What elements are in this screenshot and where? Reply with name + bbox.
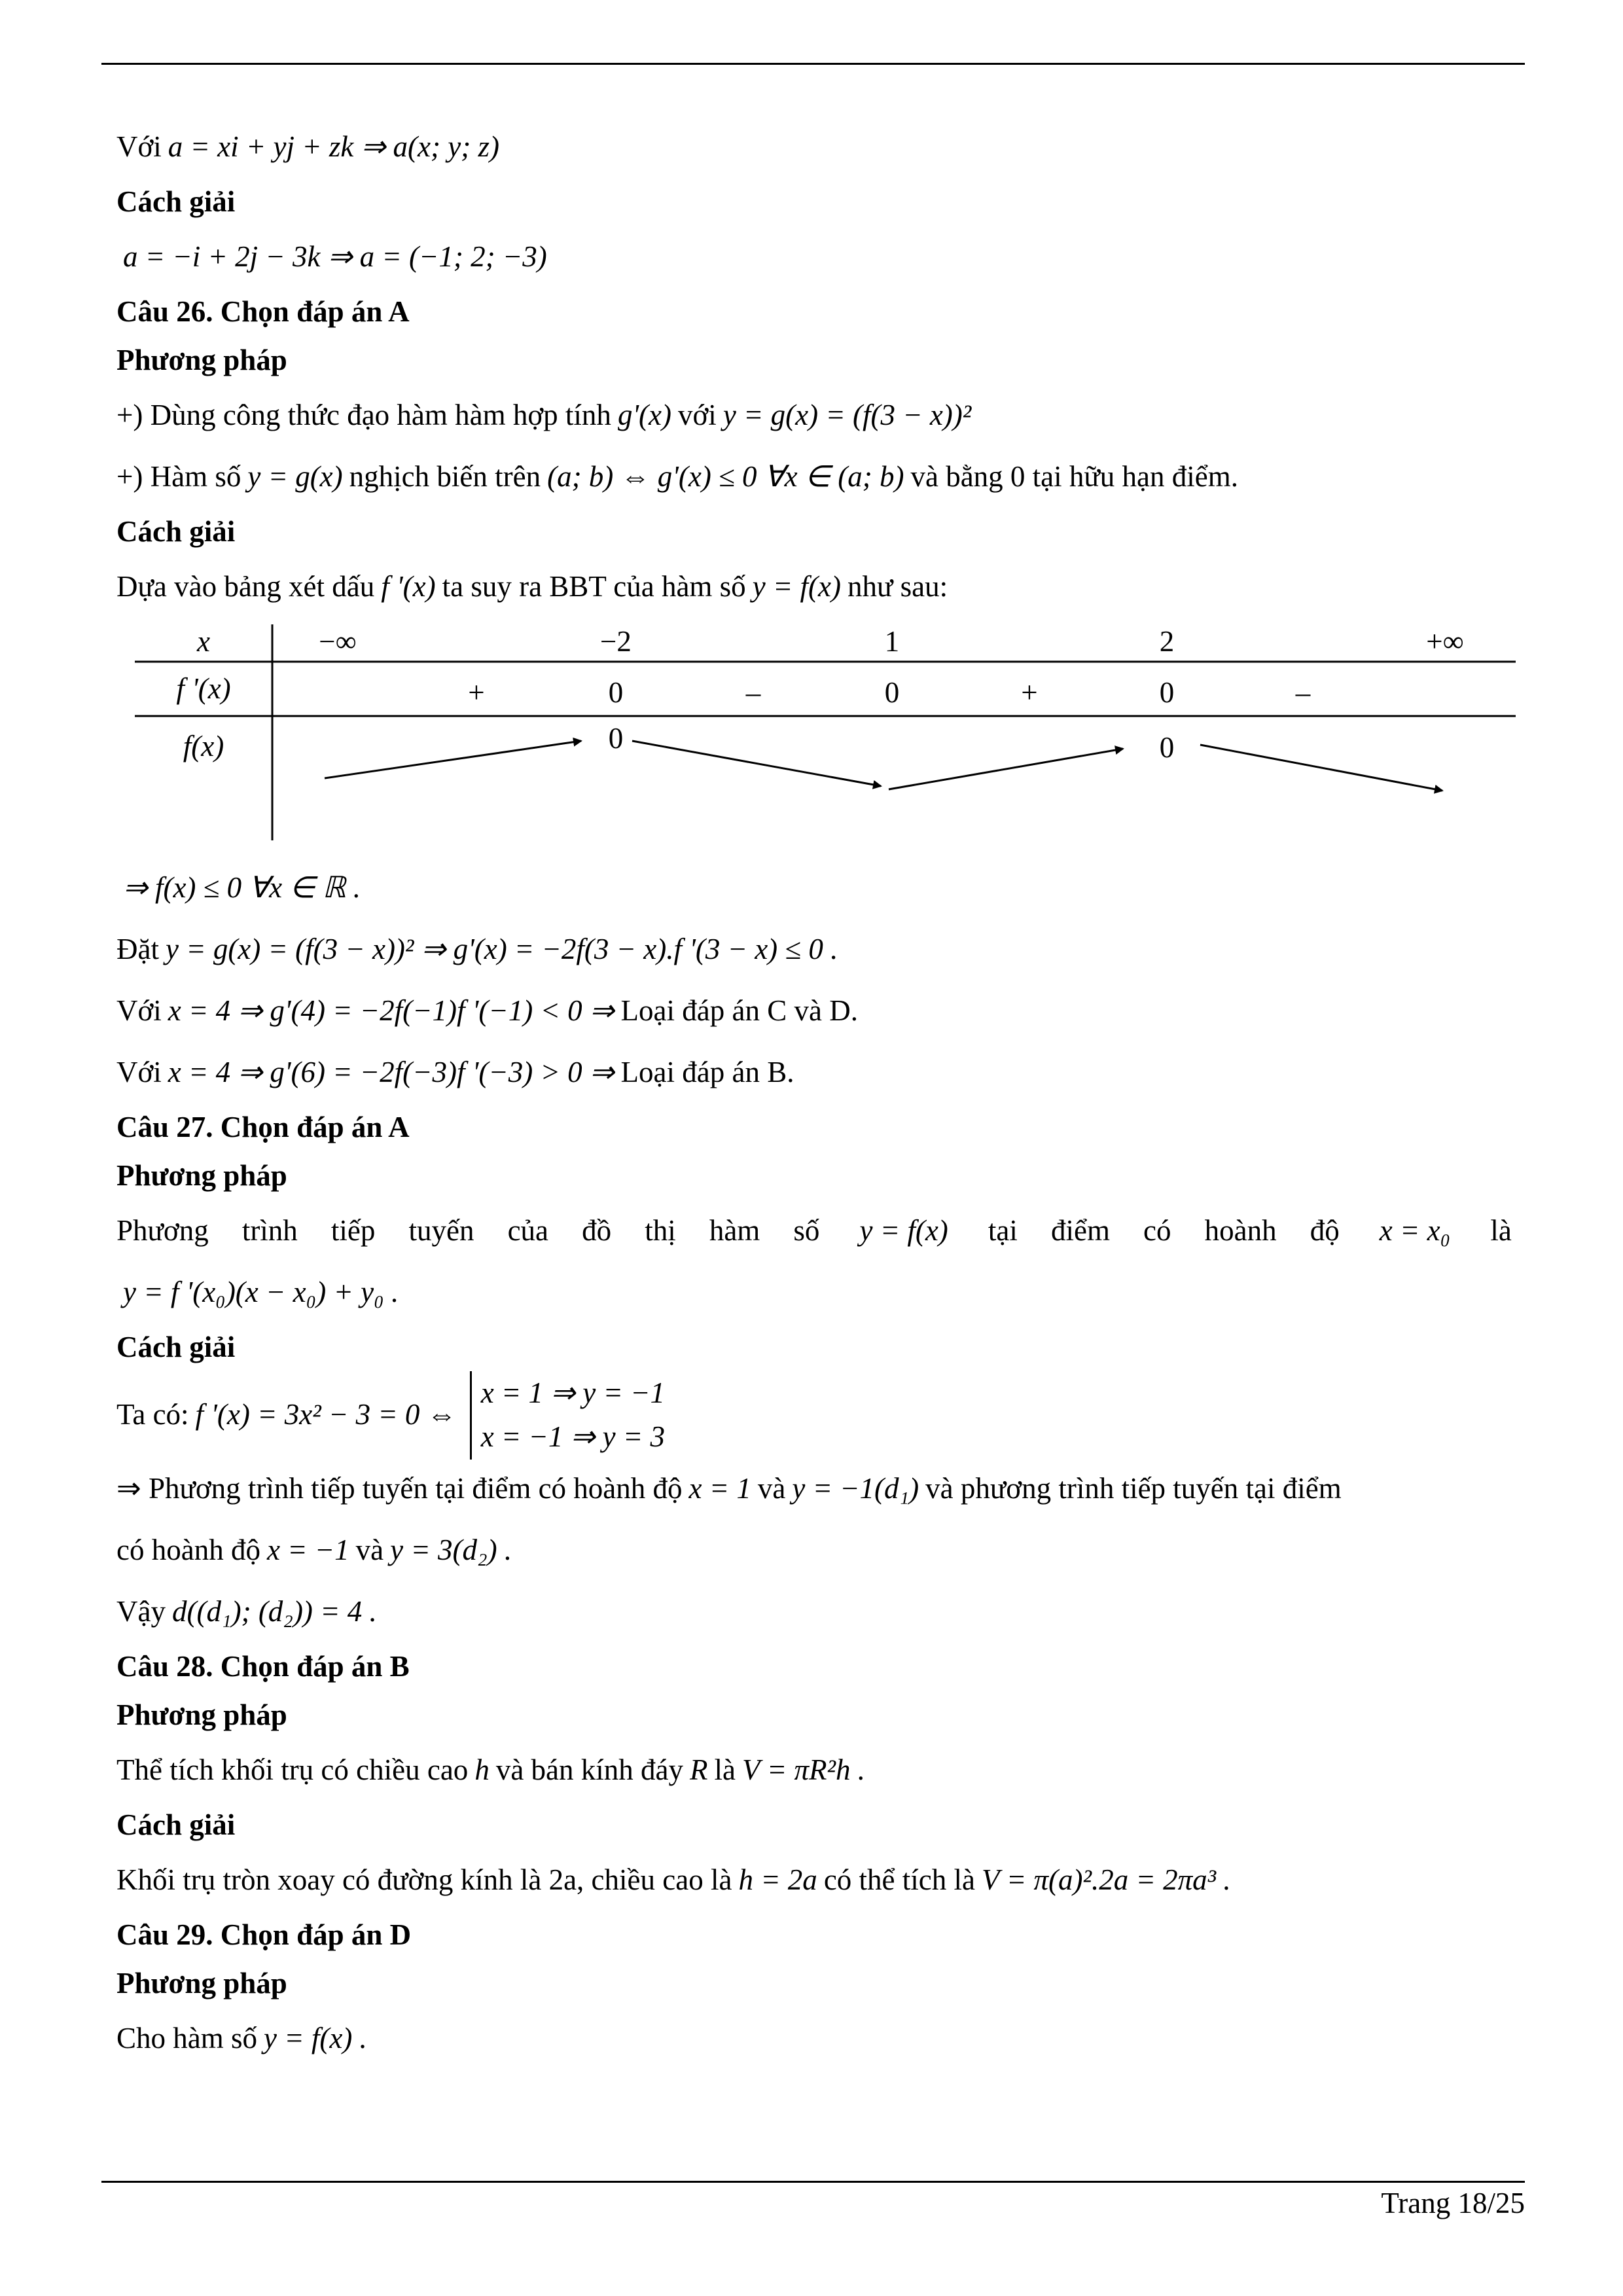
text: Loại đáp án B. bbox=[620, 1056, 794, 1089]
sign-plus-1: + bbox=[468, 676, 485, 709]
q27-heading: Câu 27. Chọn đáp án A bbox=[116, 1111, 410, 1144]
q25-cach-giai-heading: Cách giải bbox=[116, 185, 236, 219]
formula-g-prime-6: x = 4 ⇒ g'(6) = −2f(−3)f '(−3) > 0 ⇒ bbox=[168, 1056, 615, 1089]
variation-table bbox=[135, 624, 1516, 840]
word-12: có bbox=[1143, 1214, 1171, 1247]
q25-formula-line bbox=[116, 226, 1512, 288]
arrow-increasing-2 bbox=[889, 749, 1123, 789]
case-1: x = 1 ⇒ y = −1 bbox=[480, 1376, 665, 1409]
word-14: độ bbox=[1310, 1214, 1340, 1247]
solution-content bbox=[116, 117, 1512, 2070]
x-value-pos-infinity: +∞ bbox=[1426, 625, 1464, 658]
text-lead: Với bbox=[116, 130, 162, 164]
text: với bbox=[678, 399, 717, 432]
formula-y-f: y = f(x) bbox=[752, 570, 841, 603]
text: Đặt bbox=[116, 933, 159, 966]
formula-vector-a: a = −i + 2j − 3k ⇒ a = (−1; 2; −3) bbox=[123, 240, 547, 274]
f-value-max-1: 0 bbox=[608, 722, 624, 755]
q27-solution-line-1 bbox=[116, 1372, 1512, 1458]
word-13: hoành bbox=[1204, 1214, 1277, 1247]
q29-phuong-phap-heading: Phương pháp bbox=[116, 1967, 287, 2000]
q27-phuong-phap-heading: Phương pháp bbox=[116, 1159, 287, 1193]
q27-cach-giai-heading: Cách giải bbox=[116, 1331, 236, 1364]
q26-result-line-4 bbox=[116, 1042, 1512, 1103]
text: ⇒ Phương trình tiếp tuyến tại điểm có hoành độ bbox=[116, 1472, 683, 1505]
text: có thể tích là bbox=[823, 1863, 975, 1897]
text: và bằng 0 tại hữu hạn điểm. bbox=[910, 460, 1238, 493]
table-label-f-prime: f '(x) bbox=[176, 672, 231, 705]
word-0: Phương bbox=[116, 1214, 209, 1247]
word-5: đồ bbox=[582, 1214, 612, 1247]
text: là bbox=[714, 1753, 736, 1787]
text: và bbox=[757, 1472, 786, 1505]
text: và bán kính đáy bbox=[495, 1753, 683, 1787]
formula-tangent-line: y = f '(x₀)(x − x₀) + y₀ . bbox=[123, 1276, 399, 1309]
q28-solution-line bbox=[116, 1850, 1512, 1911]
formula-volume-result: V = π(a)².2a = 2πa³ . bbox=[981, 1863, 1231, 1897]
arrow-decreasing-1 bbox=[632, 741, 881, 786]
table-label-f: f(x) bbox=[183, 730, 224, 762]
text: Với bbox=[116, 1056, 162, 1089]
q27-solution-line-3 bbox=[116, 1520, 1512, 1581]
formula-d2: y = 3(d₂) . bbox=[390, 1534, 512, 1567]
word-1: trình bbox=[241, 1214, 298, 1247]
text: như sau: bbox=[847, 570, 948, 603]
word-7: hàm bbox=[709, 1214, 760, 1247]
x-value-2: 2 bbox=[1159, 625, 1175, 658]
q26-phuong-phap-heading: Phương pháp bbox=[116, 344, 287, 377]
text: Với bbox=[116, 994, 162, 1028]
formula-f-prime-zero: f '(x) = 3x² − 3 = 0 ⇔ bbox=[195, 1398, 457, 1431]
word-15: x = x₀ bbox=[1379, 1214, 1451, 1247]
sign-minus-1: – bbox=[745, 676, 761, 709]
vector-definition-line bbox=[116, 117, 1512, 178]
formula-d1: y = −1(d₁) bbox=[792, 1472, 919, 1505]
q27-method-line-1 bbox=[116, 1200, 1512, 1262]
system-of-cases bbox=[470, 1371, 665, 1460]
formula-decreasing-condition: (a; b) ⇔ g'(x) ≤ 0 ∀x ∈ (a; b) bbox=[547, 460, 904, 493]
table-label-x: x bbox=[197, 625, 210, 658]
text: Loại đáp án C và D. bbox=[620, 994, 858, 1028]
formula-y-g: y = g(x) bbox=[247, 460, 343, 493]
q27-solution-line-4 bbox=[116, 1581, 1512, 1643]
formula-x-neg-1: x = −1 bbox=[266, 1534, 349, 1567]
q27-solution-line-2 bbox=[116, 1458, 1512, 1520]
text: có hoành độ bbox=[116, 1534, 260, 1567]
formula-f-nonpositive: ⇒ f(x) ≤ 0 ∀x ∈ ℝ . bbox=[123, 871, 361, 905]
footer-rule bbox=[101, 2181, 1525, 2183]
x-value-1: 1 bbox=[884, 625, 900, 658]
text: và bbox=[355, 1534, 384, 1567]
x-value-neg-infinity: −∞ bbox=[319, 625, 357, 658]
word-2: tiếp bbox=[330, 1214, 376, 1247]
q27-method-line-2 bbox=[116, 1262, 1512, 1323]
f-value-max-2: 0 bbox=[1159, 731, 1175, 764]
word-3: tuyến bbox=[408, 1214, 474, 1247]
word-6: thị bbox=[645, 1214, 676, 1247]
text: Ta có: bbox=[116, 1398, 189, 1431]
formula-g-definition: y = g(x) = (f(3 − x))² bbox=[722, 399, 972, 432]
page-number: Trang 18/25 bbox=[1381, 2187, 1525, 2219]
q26-result-line-1 bbox=[116, 857, 1512, 919]
text: +) Hàm số bbox=[116, 460, 241, 493]
formula-g-prime: g'(x) bbox=[617, 399, 672, 432]
word-11: điểm bbox=[1050, 1214, 1110, 1247]
formula-f-prime: f '(x) bbox=[381, 570, 436, 603]
q28-cach-giai-heading: Cách giải bbox=[116, 1808, 236, 1842]
sign-zero-2: 0 bbox=[884, 676, 900, 709]
arrow-increasing-1 bbox=[325, 741, 581, 778]
q26-result-line-3 bbox=[116, 980, 1512, 1042]
symbol-r: R bbox=[689, 1753, 708, 1787]
arrow-decreasing-2 bbox=[1200, 745, 1442, 791]
formula-distance: d((d₁); (d₂)) = 4 . bbox=[171, 1595, 377, 1628]
formula-cylinder-volume: V = πR²h . bbox=[741, 1753, 866, 1787]
word-9: y = f(x) bbox=[859, 1214, 948, 1247]
sign-minus-2: – bbox=[1295, 676, 1311, 709]
text: Cho hàm số bbox=[116, 2022, 258, 2055]
word-16: là bbox=[1490, 1214, 1512, 1247]
formula-x-1: x = 1 bbox=[688, 1472, 751, 1505]
q26-cach-giai-heading: Cách giải bbox=[116, 515, 236, 548]
q26-solution-line-1 bbox=[116, 556, 1512, 618]
q26-method-line-1 bbox=[116, 385, 1512, 446]
word-8: số bbox=[793, 1214, 820, 1247]
word-10: tại bbox=[988, 1214, 1018, 1247]
case-2: x = −1 ⇒ y = 3 bbox=[480, 1420, 665, 1453]
q29-heading: Câu 29. Chọn đáp án D bbox=[116, 1918, 412, 1952]
symbol-h: h bbox=[474, 1753, 490, 1787]
q26-method-line-2 bbox=[116, 446, 1512, 508]
text: và phương trình tiếp tuyến tại điểm bbox=[925, 1472, 1342, 1505]
q29-method-line bbox=[116, 2008, 1512, 2070]
text: Dựa vào bảng xét dấu bbox=[116, 570, 375, 603]
text: nghịch biến trên bbox=[349, 460, 541, 493]
sign-zero-3: 0 bbox=[1159, 676, 1175, 709]
formula-g-derivative: y = g(x) = (f(3 − x))² ⇒ g'(x) = −2f(3 − x).f '(3 − x) ≤ 0 . bbox=[165, 933, 838, 966]
text: +) Dùng công thức đạo hàm hàm hợp tính bbox=[116, 399, 611, 432]
text: ta suy ra BBT của hàm số bbox=[442, 570, 746, 603]
header-rule bbox=[101, 63, 1525, 65]
formula-g-prime-4: x = 4 ⇒ g'(4) = −2f(−1)f '(−1) < 0 ⇒ bbox=[168, 994, 615, 1028]
sign-zero-1: 0 bbox=[608, 676, 624, 709]
text: Vậy bbox=[116, 1595, 166, 1628]
q28-phuong-phap-heading: Phương pháp bbox=[116, 1698, 287, 1732]
text: Khối trụ tròn xoay có đường kính là 2a, chiều cao là bbox=[116, 1863, 732, 1897]
q28-heading: Câu 28. Chọn đáp án B bbox=[116, 1650, 410, 1683]
formula-h-2a: h = 2a bbox=[738, 1863, 817, 1897]
q26-result-line-2 bbox=[116, 919, 1512, 980]
q26-heading: Câu 26. Chọn đáp án A bbox=[116, 295, 410, 329]
q28-method-line bbox=[116, 1740, 1512, 1801]
text: Thể tích khối trụ có chiều cao bbox=[116, 1753, 469, 1787]
word-4: của bbox=[507, 1214, 549, 1247]
formula-y-f: y = f(x) . bbox=[264, 2022, 367, 2055]
x-value-neg-2: −2 bbox=[600, 625, 632, 658]
sign-plus-2: + bbox=[1021, 676, 1038, 709]
formula-vector-coords: a = xi + yj + zk ⇒ a(x; y; z) bbox=[168, 130, 499, 164]
